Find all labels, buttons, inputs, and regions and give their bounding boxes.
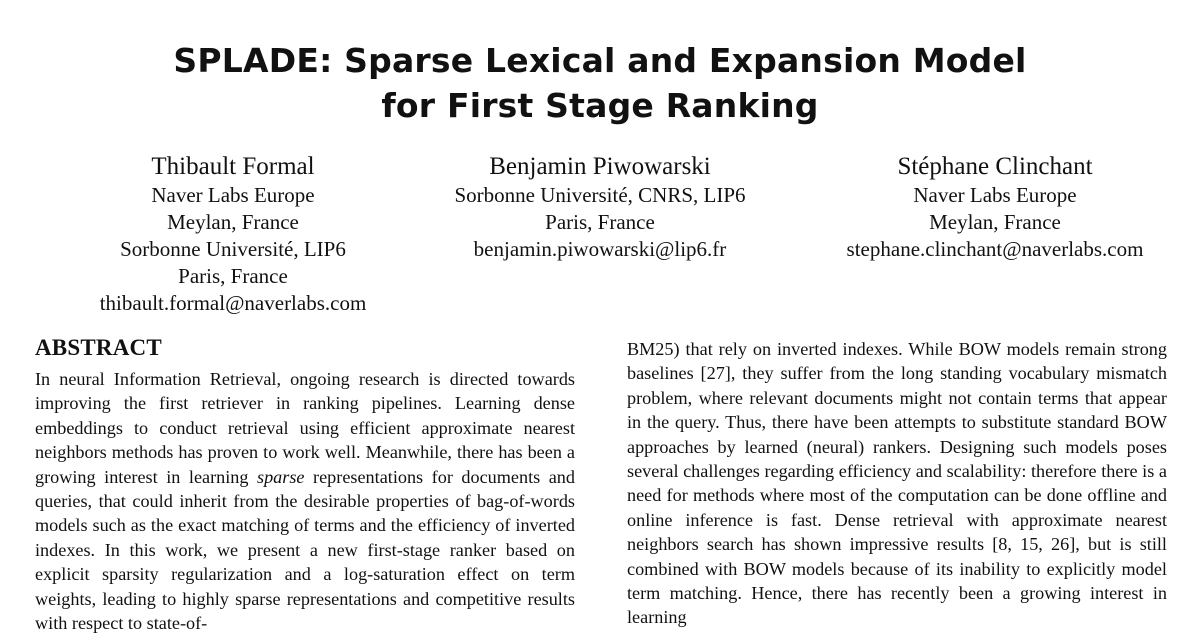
author-affiliation: Sorbonne Université, LIP6 <box>120 237 346 261</box>
author-email: stephane.clinchant@naverlabs.com <box>846 237 1144 261</box>
abstract-column <box>35 335 575 635</box>
abstract-heading: ABSTRACT <box>35 335 162 360</box>
author-email: thibault.formal@naverlabs.com <box>99 291 367 315</box>
abstract-text-start: In neural Information Retrieval, ongoing research is directed towards improving the first retriever in ranking pipelines. Learning dense embeddings to conduct retrieval using efficient approximate nearest neighbors methods has proven to work well. Meanwhile, there has been a growing interest in learning <box>35 369 575 487</box>
author-affiliation: Paris, France <box>178 264 288 288</box>
introduction-column <box>627 337 1167 630</box>
author-name: Stéphane Clinchant <box>897 153 1093 180</box>
author-affiliation: Sorbonne Université, CNRS, LIP6 <box>454 183 746 207</box>
author-affiliation: Meylan, France <box>167 210 299 234</box>
author-affiliation: Naver Labs Europe <box>913 183 1077 207</box>
abstract-text-end: representations for documents and queries, that could inherit from the desirable properties of bag-of-words models such as the exact matching of terms and the efficiency of inverted indexes. In this work, we present a new first-stage ranker based on explicit sparsity regularization and a log-saturation effect on term weights, leading to highly sparse representations and competitive results with respect to state-of- <box>35 466 575 634</box>
author-affiliation: Naver Labs Europe <box>151 183 315 207</box>
author-name: Benjamin Piwowarski <box>489 153 711 180</box>
author-affiliation: Meylan, France <box>929 210 1061 234</box>
author-email: benjamin.piwowarski@lip6.fr <box>473 237 727 261</box>
author-affiliation: Paris, France <box>545 210 655 234</box>
author-name: Thibault Formal <box>151 153 315 180</box>
title-line-1: SPLADE: Sparse Lexical and Expansion Model <box>173 41 1027 80</box>
emphasized-term: sparse <box>257 466 305 487</box>
author-block-1 <box>33 152 433 317</box>
title-line-2: for First Stage Ranking <box>381 86 819 125</box>
introduction-paragraph: BM25) that rely on inverted indexes. While BOW models remain strong baselines [27], they suffer from the long standing vocabulary mismatch problem, where relevant documents might not contain terms that appear in the query. Thus, there have been attempts to substitute standard BOW approaches by learned (neural) rankers. Designing such models poses several challenges regarding efficiency and scalability: therefore there is a need for methods where most of the computation can be done offline and online inference is fast. Dense retrieval with approximate nearest neighbors search has shown impressive results [8, 15, 26], but is still combined with BOW models because of its inability to explicitly model term matching. Hence, there has recently been a growing interest in learning <box>627 339 1167 628</box>
author-block-2 <box>400 152 800 263</box>
abstract-paragraph <box>35 367 575 635</box>
author-block-3 <box>795 152 1195 263</box>
paper-title <box>0 38 1200 128</box>
